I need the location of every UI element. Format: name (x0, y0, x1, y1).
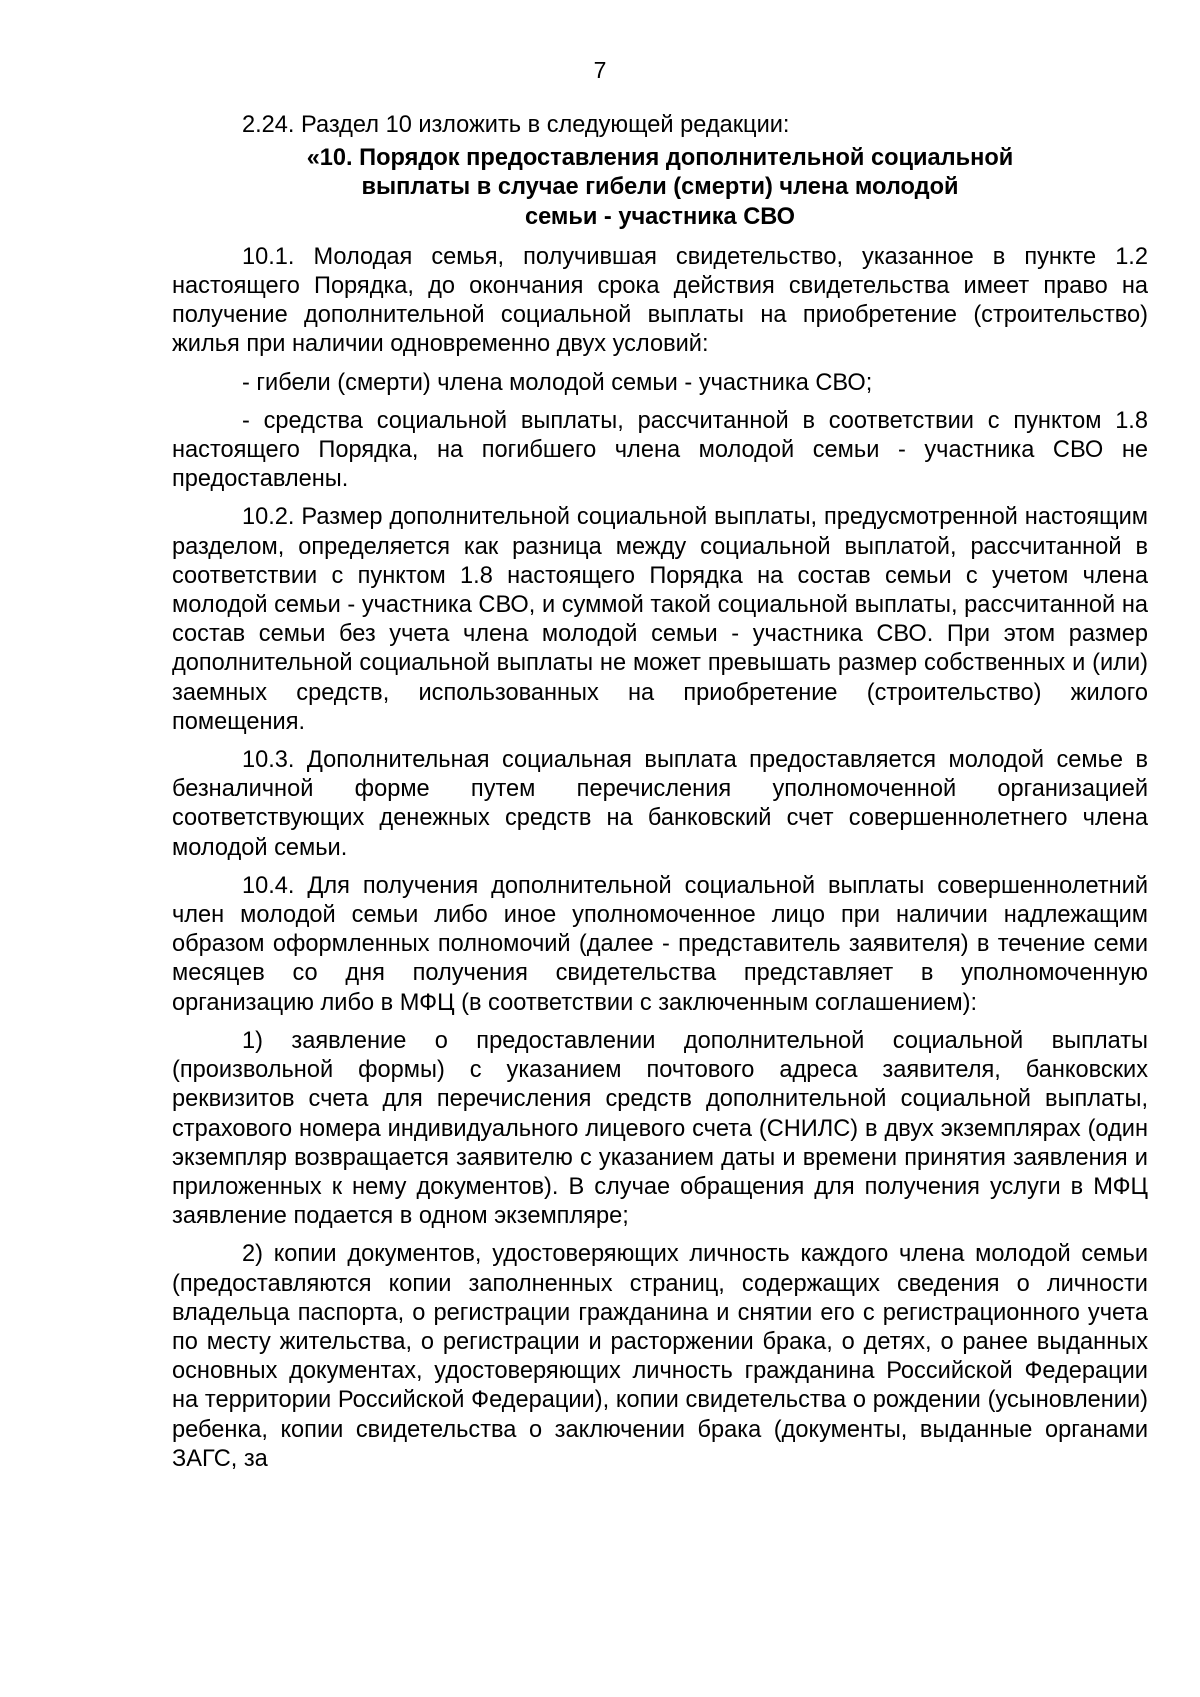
section-heading-line-3: семьи - участника СВО (524, 203, 796, 230)
paragraph-10-1: 10.1. Молодая семья, получившая свидетельство, указанное в пункте 1.2 настоящего Порядка, до окончания срока действия свидетельства имеет право на получение дополнительной социальной выплаты на приобретение (строительство) жилья при наличии одновременно двух условий: (172, 243, 1148, 358)
paragraph-10-2: 10.2. Размер дополнительной социальной выплаты, предусмотренной настоящим разделом, определяется как разница между социальной выплатой, рассчитанной в соответствии с пунктом 1.8 настоящего Порядка на состав семьи с учетом члена молодой семьи - участника СВО, и суммой такой социальной выплаты, рассчитанной на состав семьи без учета члена молодой семьи - участника СВО. При этом размер дополнительной социальной выплаты не может превышать размер собственных и (или) заемных средств, использованных на приобретение (строительство) жилого помещения. (172, 504, 1148, 735)
condition-item-2: - средства социальной выплаты, рассчитанной в соответствии с пунктом 1.8 настоящего Порядка, на погибшего члена молодой семьи - участника СВО не предоставлены. (172, 407, 1148, 493)
section-heading-line-2: выплаты в случае гибели (смерти) члена молодой (361, 174, 959, 201)
amendment-intro: 2.24. Раздел 10 изложить в следующей редакции: (242, 112, 790, 138)
condition-item-1: - гибели (смерти) члена молодой семьи - участника СВО; (242, 369, 873, 396)
document-list-item-1: 1) заявление о предоставлении дополнительной социальной выплаты (произвольной формы) с указанием почтового адреса заявителя, банковских реквизитов счета для перечисления средств дополнительной социальной выплаты, страхового номера индивидуального лицевого счета (СНИЛС) в двух экземплярах (один экземпляр возвращается заявителю с указанием даты и времени принятия заявления и приложенных к нему документов). В случае обращения для получения услуги в МФЦ заявление подается в одном экземпляре; (172, 1027, 1148, 1230)
page-number: 7 (593, 57, 607, 83)
paragraph-10-4: 10.4. Для получения дополнительной социальной выплаты совершеннолетний член молодой семьи либо иное уполномоченное лицо при наличии надлежащим образом оформленных полномочий (далее - представитель заявителя) в течение семи месяцев со дня получения свидетельства представляет в уполномоченную организацию либо в МФЦ (в соответствии с заключенным соглашением): (172, 872, 1148, 1016)
section-heading-line-1: «10. Порядок предоставления дополнительной социальной (306, 145, 1014, 172)
paragraph-10-3: 10.3. Дополнительная социальная выплата предоставляется молодой семье в безналичной форме путем перечисления уполномоченной организацией соответствующих денежных средств на банковский счет совершеннолетнего члена молодой семьи. (172, 747, 1148, 861)
document-list-item-2: 2) копии документов, удостоверяющих личность каждого члена молодой семьи (предоставляются копии заполненных страниц, содержащих сведения о личности владельца паспорта, о регистрации гражданина и снятии его с регистрационного учета по месту жительства, о регистрации и расторжении брака, о детях, о ранее выданных основных документах, удостоверяющих личность гражданина Российской Федерации на территории Российской Федерации), копии свидетельства о рождении (усыновлении) ребенка, копии свидетельства о заключении брака (документы, выданные органами ЗАГС, за (172, 1241, 1148, 1472)
document-body (172, 111, 1148, 1483)
section-heading (172, 144, 1148, 232)
